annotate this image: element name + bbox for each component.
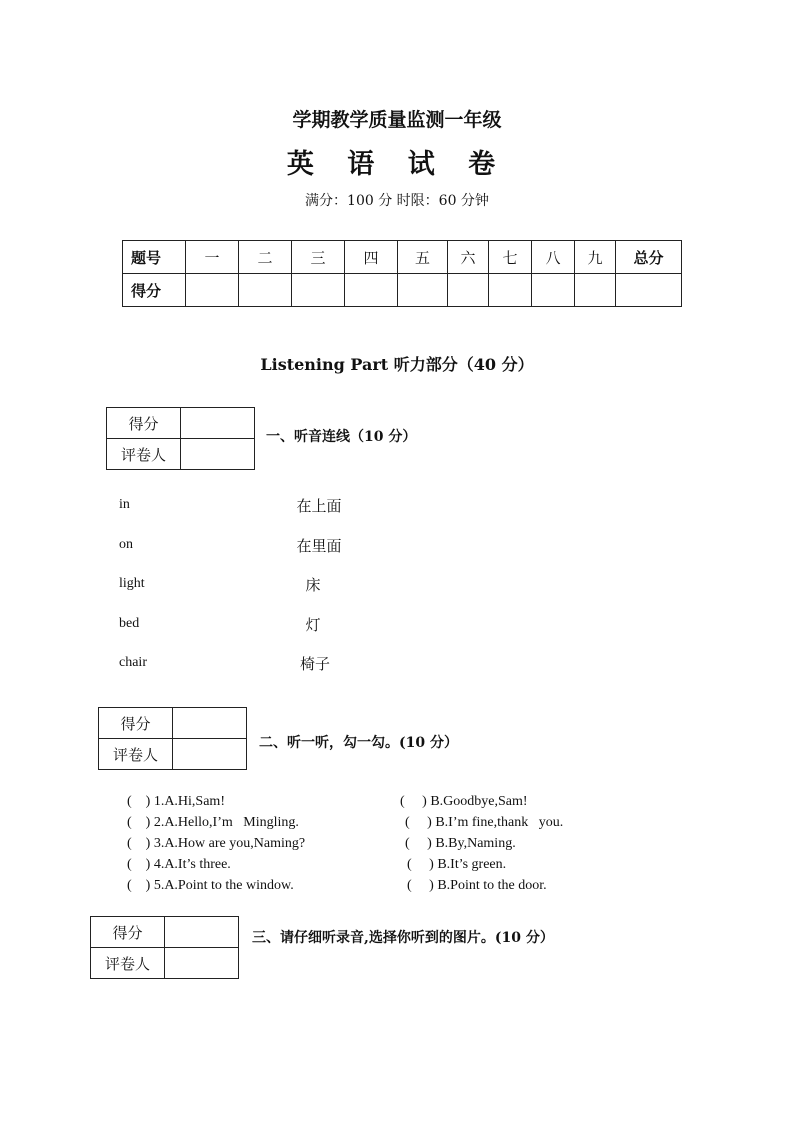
score-table-header-cell: 四 <box>345 241 398 274</box>
question-option-b: ( ) B.By,Naming. <box>405 836 516 851</box>
match-meaning: 在上面 <box>296 497 342 515</box>
grader-box-3 <box>90 916 239 979</box>
score-table-header-cell: 七 <box>489 241 532 274</box>
score-cell[interactable] <box>186 274 239 307</box>
question-option-b: ( ) B.Goodbye,Sam! <box>400 794 528 809</box>
score-table-header-cell: 六 <box>448 241 489 274</box>
match-word: in <box>119 497 130 512</box>
question-option-a: ( ) 4.A.It’s three. <box>127 857 231 872</box>
grader-score-cell[interactable] <box>165 917 239 948</box>
score-table <box>122 240 682 307</box>
score-table-header-cell: 五 <box>398 241 448 274</box>
score-cell[interactable] <box>489 274 532 307</box>
grader-name-label: 评卷人 <box>107 439 181 470</box>
question-option-a: ( ) 1.A.Hi,Sam! <box>127 794 225 809</box>
score-cell[interactable] <box>616 274 682 307</box>
section3-heading: 三、请仔细听录音,选择你听到的图片。(10 分） <box>252 930 554 946</box>
question-option-a: ( ) 5.A.Point to the window. <box>127 878 294 893</box>
score-table-header-row <box>123 241 682 274</box>
question-option-b: ( ) B.Point to the door. <box>407 878 547 893</box>
match-word: bed <box>119 616 140 631</box>
part-title: Listening Part 听力部分（40 分） <box>260 355 534 374</box>
match-word: on <box>119 537 133 552</box>
grader-name-cell[interactable] <box>173 739 247 770</box>
grader-box-2 <box>98 707 247 770</box>
score-cell[interactable] <box>239 274 292 307</box>
question-option-b: ( ) B.It’s green. <box>407 857 507 872</box>
question-option-a: ( ) 3.A.How are you,Naming? <box>127 836 306 851</box>
match-word: chair <box>119 655 147 670</box>
grader-score-label: 得分 <box>107 408 181 439</box>
score-cell[interactable] <box>292 274 345 307</box>
score-cell[interactable] <box>575 274 616 307</box>
score-cell[interactable] <box>448 274 489 307</box>
question-option-a: ( ) 2.A.Hello,I’m Mingling. <box>127 815 299 830</box>
score-table-header-cell: 二 <box>239 241 292 274</box>
match-meaning: 在里面 <box>296 537 342 555</box>
score-table-header-cell: 三 <box>292 241 345 274</box>
exam-subject: 英 语 试 卷 <box>286 149 508 180</box>
grader-box-1 <box>106 407 255 470</box>
match-meaning: 灯 <box>305 616 321 634</box>
score-table-header-cell: 总分 <box>616 241 682 274</box>
grader-score-label: 得分 <box>91 917 165 948</box>
grader-score-cell[interactable] <box>181 408 255 439</box>
match-meaning: 床 <box>305 576 321 594</box>
score-cell[interactable] <box>532 274 575 307</box>
grader-name-cell[interactable] <box>181 439 255 470</box>
match-word: light <box>119 576 145 591</box>
score-table-header-cell: 题号 <box>123 241 186 274</box>
score-cell[interactable] <box>398 274 448 307</box>
grader-score-label: 得分 <box>99 708 173 739</box>
score-cell[interactable] <box>345 274 398 307</box>
section1-heading: 一、听音连线（10 分） <box>266 429 417 445</box>
grader-score-cell[interactable] <box>173 708 247 739</box>
score-table-header-cell: 八 <box>532 241 575 274</box>
section2-heading: 二、听一听，勾一勾。(10 分） <box>259 735 458 751</box>
grader-name-label: 评卷人 <box>91 948 165 979</box>
question-option-b: ( ) B.I’m fine,thank you. <box>405 815 564 830</box>
score-table-header-cell: 九 <box>575 241 616 274</box>
score-table-score-row <box>123 274 682 307</box>
exam-title: 学期教学质量监测一年级 <box>292 109 502 131</box>
score-table-row-label: 得分 <box>123 274 186 307</box>
match-meaning: 椅子 <box>299 655 330 673</box>
grader-name-label: 评卷人 <box>99 739 173 770</box>
exam-meta: 满分：100 分 时限：60 分钟 <box>305 193 489 209</box>
grader-name-cell[interactable] <box>165 948 239 979</box>
score-table-header-cell: 一 <box>186 241 239 274</box>
